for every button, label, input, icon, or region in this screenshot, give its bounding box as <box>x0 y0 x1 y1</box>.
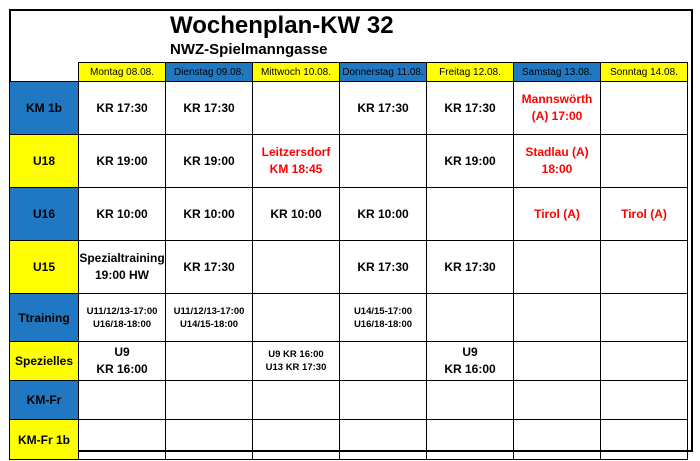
schedule-cell <box>514 381 601 420</box>
cell-line: (A) 17:00 <box>531 109 583 123</box>
cell-line: KR 19:00 <box>444 153 496 168</box>
schedule-cell <box>340 294 427 342</box>
weekly-schedule-table <box>9 62 688 460</box>
cell-line: KR 17:30 <box>444 100 496 115</box>
day-header-1: Dienstag 09.08. <box>166 63 253 82</box>
schedule-cell <box>253 188 340 241</box>
cell-line: U11/12/13-17:00 <box>173 305 245 317</box>
row-label: U18 <box>10 135 79 188</box>
schedule-cell <box>340 420 427 460</box>
schedule-cell <box>166 188 253 241</box>
cell-line: U9 KR 16:00 <box>268 349 324 360</box>
schedule-cell <box>253 342 340 381</box>
page-subtitle: NWZ-Spielmanngasse <box>170 41 328 58</box>
cell-line: KR 17:30 <box>183 259 235 274</box>
cell-line: U9 <box>462 345 478 359</box>
schedule-cell <box>514 188 601 241</box>
day-header-row <box>10 63 688 82</box>
schedule-row <box>10 294 688 342</box>
cell-line: Stadlau (A) <box>525 145 589 159</box>
day-header-5: Samstag 13.08. <box>514 63 601 82</box>
row-label: U16 <box>10 188 79 241</box>
schedule-cell <box>514 294 601 342</box>
schedule-cell <box>514 420 601 460</box>
schedule-row <box>10 381 688 420</box>
row-label: KM 1b <box>10 82 79 135</box>
cell-line: KR 10:00 <box>270 206 322 221</box>
cell-line: KR 19:00 <box>183 153 235 168</box>
schedule-cell <box>79 188 166 241</box>
schedule-row <box>10 135 688 188</box>
schedule-cell <box>427 82 514 135</box>
schedule-cell <box>253 135 340 188</box>
schedule-cell <box>340 135 427 188</box>
schedule-cell <box>253 294 340 342</box>
cell-line: Mannswörth <box>521 92 593 106</box>
cell-line: KR 16:00 <box>96 362 148 376</box>
day-header-2: Mittwoch 10.08. <box>253 63 340 82</box>
cell-line: U9 <box>114 345 130 359</box>
schedule-cell <box>601 82 688 135</box>
schedule-cell <box>514 342 601 381</box>
schedule-cell <box>514 82 601 135</box>
cell-line: Tirol (A) <box>621 206 667 221</box>
cell-line: U11/12/13-17:00 <box>86 305 158 317</box>
schedule-cell <box>601 135 688 188</box>
schedule-cell <box>79 381 166 420</box>
cell-line: KR 17:30 <box>183 100 235 115</box>
cell-line: Spezialtraining <box>79 251 165 265</box>
cell-line: U14/15-18:00 <box>179 318 239 330</box>
schedule-row <box>10 420 688 460</box>
schedule-cell <box>166 420 253 460</box>
schedule-cell <box>340 381 427 420</box>
schedule-cell <box>427 342 514 381</box>
cell-line: KR 17:30 <box>357 259 409 274</box>
schedule-cell <box>166 294 253 342</box>
cell-line: KR 17:30 <box>444 259 496 274</box>
schedule-cell <box>514 241 601 294</box>
row-label: Spezielles <box>10 342 79 381</box>
schedule-cell <box>166 82 253 135</box>
cell-line: KR 10:00 <box>357 206 409 221</box>
schedule-cell <box>340 82 427 135</box>
schedule-cell <box>601 188 688 241</box>
cell-line: 19:00 HW <box>94 268 150 282</box>
schedule-cell <box>340 241 427 294</box>
row-label: Ttraining <box>10 294 79 342</box>
schedule-cell <box>601 241 688 294</box>
day-header-6: Sonntag 14.08. <box>601 63 688 82</box>
schedule-cell <box>253 381 340 420</box>
cell-line: U14/15-17:00 <box>353 305 413 317</box>
cell-line: U16/18-18:00 <box>353 318 413 330</box>
cell-line: 18:00 <box>541 162 573 176</box>
schedule-cell <box>253 241 340 294</box>
schedule-row <box>10 342 688 381</box>
cell-line: Leitzersdorf <box>261 145 331 159</box>
schedule-row <box>10 241 688 294</box>
schedule-row <box>10 188 688 241</box>
row-label: KM-Fr 1b <box>10 420 79 460</box>
schedule-cell <box>166 135 253 188</box>
cell-line: KR 17:30 <box>96 100 148 115</box>
schedule-cell <box>79 241 166 294</box>
page-title: Wochenplan-KW 32 <box>170 12 394 39</box>
cell-line: U13 KR 17:30 <box>265 362 327 373</box>
schedule-cell <box>166 241 253 294</box>
schedule-cell <box>79 135 166 188</box>
row-label: U15 <box>10 241 79 294</box>
schedule-cell <box>340 188 427 241</box>
schedule-cell <box>427 420 514 460</box>
cell-line: KR 10:00 <box>96 206 148 221</box>
day-header-3: Donnerstag 11.08. <box>340 63 427 82</box>
schedule-cell <box>79 342 166 381</box>
schedule-row <box>10 82 688 135</box>
schedule-cell <box>79 82 166 135</box>
cell-line: KR 10:00 <box>183 206 235 221</box>
cell-line: KM 18:45 <box>269 162 323 176</box>
schedule-cell <box>253 420 340 460</box>
schedule-cell <box>79 294 166 342</box>
schedule-cell <box>166 381 253 420</box>
schedule-cell <box>601 381 688 420</box>
schedule-cell <box>601 294 688 342</box>
cell-line: KR 17:30 <box>357 100 409 115</box>
cell-line: KR 16:00 <box>444 362 496 376</box>
cell-line: KR 19:00 <box>96 153 148 168</box>
schedule-cell <box>601 420 688 460</box>
schedule-cell <box>253 82 340 135</box>
corner-cell <box>10 63 79 82</box>
schedule-cell <box>427 135 514 188</box>
schedule-cell <box>427 294 514 342</box>
schedule-cell <box>427 241 514 294</box>
schedule-cell <box>514 135 601 188</box>
row-label: KM-Fr <box>10 381 79 420</box>
day-header-0: Montag 08.08. <box>79 63 166 82</box>
cell-line: U16/18-18:00 <box>92 318 152 330</box>
schedule-cell <box>427 188 514 241</box>
schedule-cell <box>427 381 514 420</box>
schedule-cell <box>340 342 427 381</box>
schedule-cell <box>79 420 166 460</box>
cell-line: Tirol (A) <box>534 206 580 221</box>
schedule-cell <box>166 342 253 381</box>
day-header-4: Freitag 12.08. <box>427 63 514 82</box>
schedule-cell <box>601 342 688 381</box>
